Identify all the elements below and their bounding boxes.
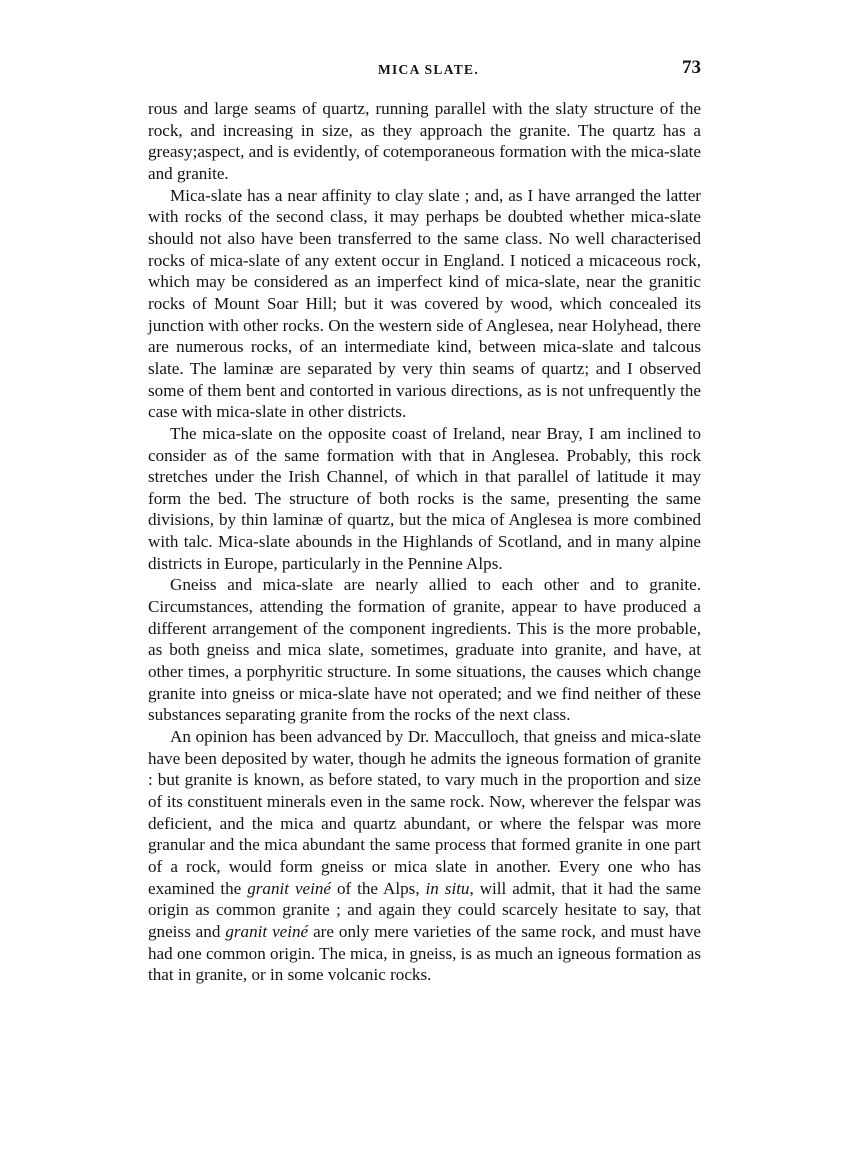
- running-head-title: MICA SLATE.: [377, 62, 480, 77]
- paragraph-macculloch-opinion: [148, 726, 701, 986]
- paragraph-ireland-bray: [148, 423, 701, 575]
- paragraph-text: of the Alps,: [331, 878, 426, 898]
- paragraph-text: rous and large seams of quartz, running parallel with the slaty structure of the rock, and increasing in size, as they approach the granite. The quartz has a greasy;aspect, and is evidently, of cotemporaneous formation with the mica-slate and granite.: [148, 99, 701, 183]
- italic-term: granit veiné: [225, 921, 309, 941]
- paragraph-mica-slate-affinity: [148, 185, 701, 423]
- italic-term: in situ: [425, 878, 470, 898]
- paragraph-text: Gneiss and mica-slate are nearly allied to each other and to granite. Circumstances, attending the formation of granite, appear to have produced a different arrangement of the component ingredients. This is the more probable, as both gneiss and mica slate, sometimes, graduate into granite, and have, at other times, a porphyritic structure. In some situations, the causes which change granite into gneiss or mica-slate have not operated; and we find neither of these substances separating granite from the rocks of the next class.: [148, 575, 701, 725]
- paragraph-continued: [148, 98, 701, 185]
- book-page: [148, 56, 701, 986]
- paragraph-text: , will admit, that it had the same origin as common granite ; and again they could scarcely hesitate to say, that gneiss and: [148, 878, 701, 941]
- body-text: [148, 98, 701, 986]
- italic-term: granit veiné: [247, 878, 332, 898]
- paragraph-text: Mica-slate has a near affinity to clay slate ; and, as I have arranged the latter with rocks of the second class, it may perhaps be doubted whether mica-slate should not also have been transferred to the same class. No well characterised rocks of mica-slate of any extent occur in England. I noticed a micaceous rock, which may be considered as an imperfect kind of mica-slate, near the granitic rocks of Mount Soar Hill; but it was covered by wood, which concealed its junction with other rocks. On the western side of Anglesea, near Holyhead, there are numerous rocks, of an intermediate kind, between mica-slate and talcous slate. The laminæ are separated by very thin seams of quartz; and I observed some of them bent and contorted in various directions, as is not unfrequently the case with mica-slate in other districts.: [148, 185, 701, 422]
- running-head: [148, 56, 701, 90]
- paragraph-text: An opinion has been advanced by Dr. Macculloch, that gneiss and mica-slate have been deposited by water, though he admits the igneous formation of granite : but granite is known, as before stated, to vary much in the proportion and size of its constituent minerals even in the same rock. Now, wherever the felspar was deficient, and the mica and quartz abundant, or where the felspar was more granular and the mica abundant the same process that formed granite in one part of a rock, would form gneiss or mica slate in another. Every one who has examined the: [148, 727, 701, 898]
- paragraph-gneiss-allied: [148, 574, 701, 726]
- paragraph-text: The mica-slate on the opposite coast of Ireland, near Bray, I am inclined to consider as of the same formation with that in Anglesea. Probably, this rock stretches under the Irish Channel, of which in that parallel of latitude it may form the bed. The structure of both rocks is the same, presenting the same divisions, by thin laminæ of quartz, but the mica of Anglesea is more combined with talc. Mica-slate abounds in the Highlands of Scotland, and in many alpine districts in Europe, particularly in the Pennine Alps.: [148, 423, 701, 573]
- page-number: 73: [682, 57, 701, 78]
- paragraph-text: are only mere varieties of the same rock, and must have had one common origin. The mica, in gneiss, is as much an igneous formation as that in granite, or in some volcanic rocks.: [148, 921, 702, 985]
